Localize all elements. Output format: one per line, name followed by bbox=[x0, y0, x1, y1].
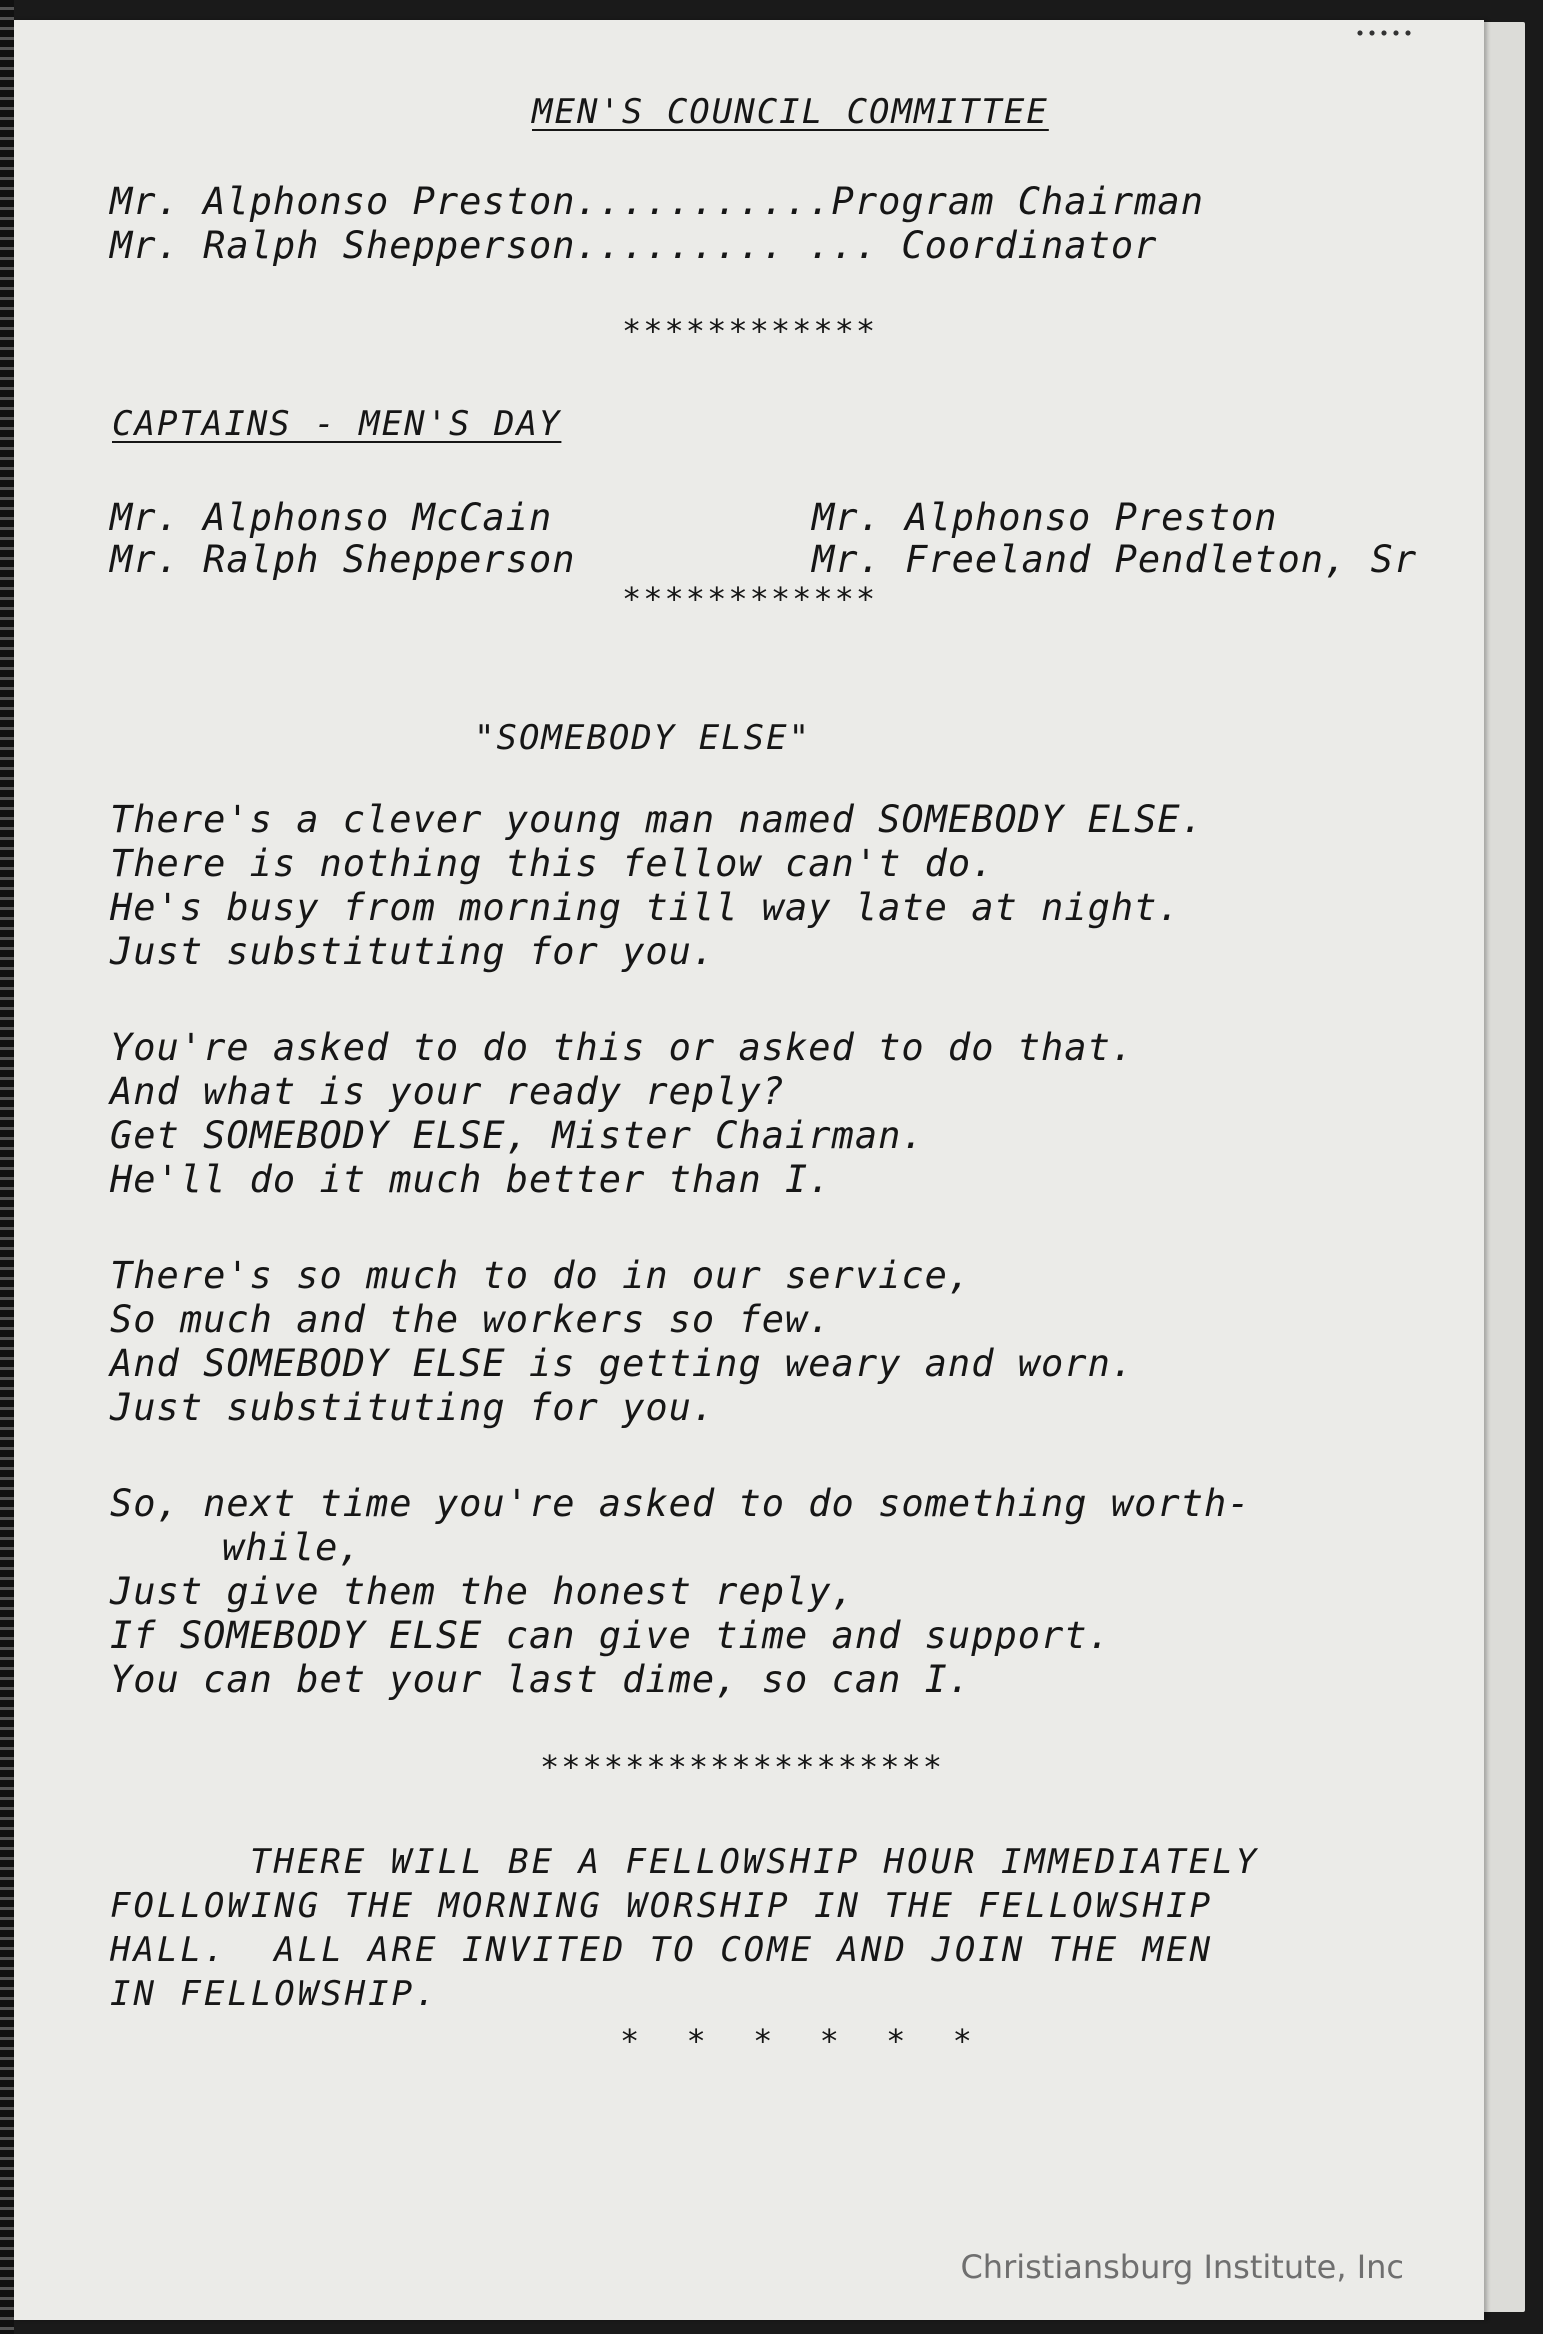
separator-stars: ******************* bbox=[540, 1748, 945, 1786]
page-content bbox=[14, 20, 1484, 2320]
watermark-text: Christiansburg Institute, Inc bbox=[960, 2248, 1404, 2286]
poem-line: Just substituting for you. bbox=[110, 1386, 716, 1429]
poem-line: There's a clever young man named SOMEBODY ELSE. bbox=[110, 798, 1204, 841]
poem-line: There's so much to do in our service, bbox=[110, 1254, 972, 1297]
captain-name: Mr. Ralph Shepperson bbox=[110, 538, 576, 581]
announcement-line: IN FELLOWSHIP. bbox=[110, 1974, 439, 2014]
announcement-line: THERE WILL BE A FELLOWSHIP HOUR IMMEDIATELY bbox=[250, 1842, 1260, 1882]
separator-stars: ************ bbox=[622, 312, 878, 350]
captain-name: Mr. Freeland Pendleton, Sr bbox=[812, 538, 1418, 581]
poem-line: If SOMEBODY ELSE can give time and support. bbox=[110, 1614, 1111, 1657]
announcement-line: HALL. ALL ARE INVITED TO COME AND JOIN THE MEN bbox=[110, 1930, 1214, 1970]
poem-line: And SOMEBODY ELSE is getting weary and worn. bbox=[110, 1342, 1135, 1385]
poem-line: He's busy from morning till way late at night. bbox=[110, 886, 1181, 929]
poem-line: So much and the workers so few. bbox=[110, 1298, 832, 1341]
captains-title: CAPTAINS - MEN'S DAY bbox=[112, 404, 562, 444]
committee-member: Mr. Ralph Shepperson......... ... Coordinator bbox=[110, 224, 1158, 267]
poem-line: So, next time you're asked to do something worth- bbox=[110, 1482, 1251, 1525]
poem-line: while, bbox=[222, 1526, 362, 1569]
poem-line: And what is your ready reply? bbox=[110, 1070, 786, 1113]
poem-line: You can bet your last dime, so can I. bbox=[110, 1658, 972, 1701]
poem-line: You're asked to do this or asked to do that. bbox=[110, 1026, 1135, 1069]
poem-line: Just give them the honest reply, bbox=[110, 1570, 855, 1613]
poem-line: Get SOMEBODY ELSE, Mister Chairman. bbox=[110, 1114, 925, 1157]
captain-name: Mr. Alphonso Preston bbox=[812, 496, 1278, 539]
poem-line: He'll do it much better than I. bbox=[110, 1158, 832, 1201]
poem-title: "SOMEBODY ELSE" bbox=[474, 718, 812, 758]
poem-line: Just substituting for you. bbox=[110, 930, 716, 973]
captain-name: Mr. Alphonso McCain bbox=[110, 496, 553, 539]
binding-edge bbox=[0, 0, 14, 2334]
committee-title: MEN'S COUNCIL COMMITTEE bbox=[532, 92, 1049, 132]
separator-stars: ************ bbox=[622, 580, 878, 618]
committee-member: Mr. Alphonso Preston...........Program Chairman bbox=[110, 180, 1204, 223]
poem-line: There is nothing this fellow can't do. bbox=[110, 842, 995, 885]
end-mark-stars: * * * * * * bbox=[620, 2022, 986, 2060]
document-page bbox=[14, 20, 1484, 2320]
announcement-line: FOLLOWING THE MORNING WORSHIP IN THE FELLOWSHIP bbox=[110, 1886, 1214, 1926]
